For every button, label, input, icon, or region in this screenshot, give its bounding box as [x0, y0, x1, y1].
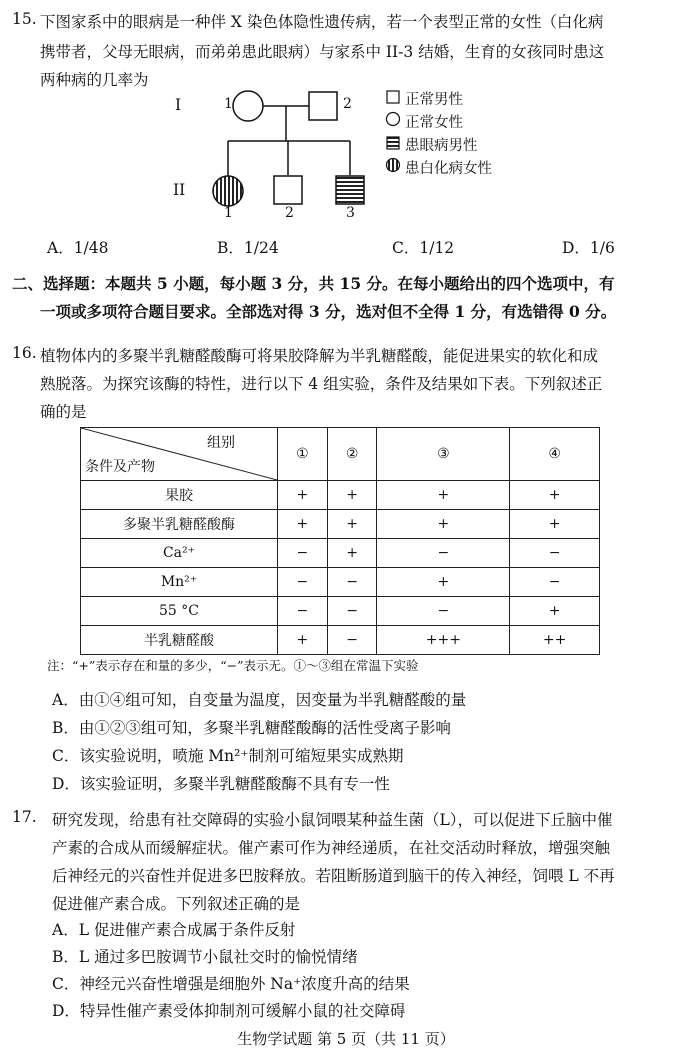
table-cell: − — [278, 568, 328, 597]
pedigree-ii3-number: 3 — [346, 205, 355, 221]
q16-option-a: A．由①④组可知，自变量为温度，因变量为半乳糖醛酸的量 — [52, 691, 467, 709]
q15-line-1: 下图家系中的眼病是一种伴 X 染色体隐性遗传病，若一个表型正常的女性（白化病 — [40, 13, 604, 31]
table-note: 注：“+”表示存在和量的多少，“−”表示无。①～③组在常温下实验 — [47, 658, 419, 673]
table-cell: +++ — [377, 626, 510, 655]
ii1-albinism-female — [213, 176, 243, 206]
pedigree-ii1-number: 1 — [224, 205, 233, 221]
table-row — [81, 626, 600, 655]
table-row — [81, 481, 600, 510]
header-group-2: ② — [327, 428, 377, 481]
table-cell: − — [278, 539, 328, 568]
table-cell: + — [327, 481, 377, 510]
row-label-galacturonic-acid: 半乳糖醛酸 — [81, 626, 278, 655]
q17-option-b: B．L 通过多巴胺调节小鼠社交时的愉悦情绪 — [52, 948, 358, 966]
table-cell: + — [278, 481, 328, 510]
section2-line-2: 一项或多项符合题目要求。全部选对得 3 分，选对但不全得 1 分，有选错得 0 分。 — [40, 302, 617, 321]
q17-number: 17. — [12, 808, 37, 826]
legend-normal-male: 正常男性 — [405, 92, 463, 108]
table-cell: + — [510, 510, 600, 539]
i1-normal-female — [233, 91, 263, 121]
table-row — [81, 510, 600, 539]
experiment-table — [80, 427, 600, 655]
q15-line-3: 两种病的几率为 — [40, 71, 149, 89]
table-cell: − — [510, 568, 600, 597]
table-cell: + — [377, 510, 510, 539]
q15-option-a: A．1/48 — [47, 239, 109, 257]
q15-option-b: B．1/24 — [217, 239, 279, 257]
header-condition-label: 条件及产物 — [85, 459, 155, 475]
q17-line-2: 产素的合成从而缓解症状。催产素可作为神经递质，在社交活动时释放，增强突触 — [52, 839, 611, 857]
table-row — [81, 568, 600, 597]
q15-line-2: 携带者，父母无眼病，而弟弟患此眼病）与家系中 II-3 结婚，生育的女孩同时患这 — [40, 43, 605, 61]
q16-option-c: C．该实验说明，喷施 Mn²⁺制剂可缩短果实成熟期 — [52, 747, 404, 765]
header-group-4: ④ — [510, 428, 600, 481]
q17-option-c: C．神经元兴奋性增强是细胞外 Na⁺浓度升高的结果 — [52, 975, 410, 993]
table-cell: + — [278, 510, 328, 539]
table-cell: + — [377, 568, 510, 597]
pedigree-i2-number: 2 — [343, 96, 352, 112]
pedigree-ii2-number: 2 — [285, 205, 294, 221]
q15-option-d: D．1/6 — [562, 239, 615, 257]
header-group-3: ③ — [377, 428, 510, 481]
q16-number: 16. — [12, 344, 37, 362]
section2-line-1: 二、选择题：本题共 5 小题，每小题 3 分，共 15 分。在每小题给出的四个选项中，有 — [12, 274, 615, 293]
q17-line-4: 促进催产素合成。下列叙述正确的是 — [52, 895, 301, 913]
pedigree-gen1-label: I — [175, 96, 182, 114]
ii2-normal-male — [274, 176, 302, 204]
legend-symbol-normal-male — [387, 91, 399, 103]
table-header-row — [81, 428, 600, 481]
table-header-diagonal-cell — [81, 428, 278, 481]
q15-option-c: C．1/12 — [392, 239, 455, 257]
q17-line-3: 后神经元的兴奋性并促进多巴胺释放。若阻断肠道到脑干的传入神经，饲喂 L 不再 — [52, 867, 615, 885]
table-cell: − — [278, 597, 328, 626]
pedigree-i1-number: 1 — [224, 96, 233, 112]
table-cell: + — [377, 481, 510, 510]
table-row — [81, 597, 600, 626]
row-label-calcium: Ca²⁺ — [81, 539, 278, 568]
table-cell: − — [377, 597, 510, 626]
q16-line-1: 植物体内的多聚半乳糖醛酸酶可将果胶降解为半乳糖醛酸，能促进果实的软化和成 — [40, 347, 599, 365]
q17-line-1: 研究发现，给患有社交障碍的实验小鼠饲喂某种益生菌（L），可以促进下丘脑中催 — [52, 811, 613, 829]
q17-option-a: A．L 促进催产素合成属于条件反射 — [52, 921, 296, 939]
q16-option-d: D．该实验证明，多聚半乳糖醛酸酶不具有专一性 — [52, 775, 390, 793]
legend-symbol-eye-male — [387, 137, 399, 149]
header-group-label: 组别 — [207, 435, 235, 451]
legend-albinism-female: 患白化病女性 — [405, 161, 492, 177]
table-row — [81, 539, 600, 568]
table-cell: + — [510, 481, 600, 510]
table-cell: − — [510, 539, 600, 568]
row-label-enzyme: 多聚半乳糖醛酸酶 — [81, 510, 278, 539]
row-label-temperature: 55 °C — [81, 597, 278, 626]
row-label-pectin: 果胶 — [81, 481, 278, 510]
q16-line-2: 熟脱落。为探究该酶的特性，进行以下 4 组实验，条件及结果如下表。下列叙述正 — [40, 375, 603, 393]
legend-eye-disease-male: 患眼病男性 — [405, 138, 478, 154]
pedigree-gen2-label: II — [173, 181, 186, 199]
table-cell: − — [327, 597, 377, 626]
legend-normal-female: 正常女性 — [405, 115, 463, 131]
q15-number: 15. — [12, 10, 37, 28]
page-footer: 生物学试题 第 5 页（共 11 页） — [237, 1030, 455, 1048]
table-cell: + — [510, 597, 600, 626]
table-cell: + — [278, 626, 328, 655]
legend-symbol-normal-female — [387, 113, 400, 126]
i2-normal-male — [309, 92, 337, 120]
q17-option-d: D．特异性催产素受体抑制剂可缓解小鼠的社交障碍 — [52, 1002, 406, 1020]
ii3-eye-disease-male — [336, 176, 364, 204]
table-cell: + — [327, 510, 377, 539]
table-cell: ++ — [510, 626, 600, 655]
row-label-manganese: Mn²⁺ — [81, 568, 278, 597]
legend-symbol-albino-female — [387, 159, 400, 172]
q16-line-3: 确的是 — [40, 403, 87, 421]
header-group-1: ① — [278, 428, 328, 481]
table-cell: − — [327, 568, 377, 597]
table-cell: − — [327, 626, 377, 655]
table-cell: + — [327, 539, 377, 568]
q16-option-b: B．由①②③组可知，多聚半乳糖醛酸酶的活性受离子影响 — [52, 719, 451, 737]
table-cell: − — [377, 539, 510, 568]
